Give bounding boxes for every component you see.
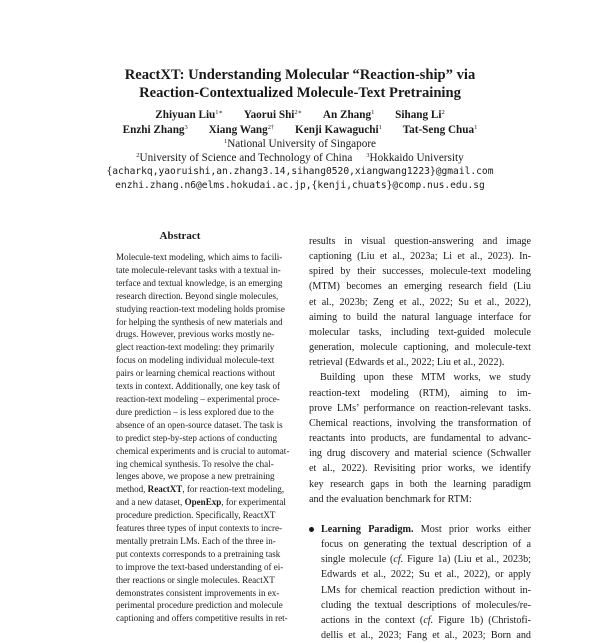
abstract-line: to predict step-by-step actions of conducting (116, 432, 278, 443)
paper-title (40, 66, 560, 102)
abstract-line: chemical experiments and is crucial to automat- (116, 445, 290, 456)
body-line: prove LMs’ performance on reaction-relevant tasks. (309, 402, 531, 414)
body-line: and the evaluation benchmark for RTM: (309, 493, 472, 505)
bullet-dot (309, 527, 314, 532)
abstract-line: mentally pretrain LMs. Each of the three in- (116, 535, 276, 546)
abstract-line: lenges above, we propose a new pretraining (116, 471, 275, 482)
abstract-line: ing chemical synthesis. To resolve the chal- (116, 458, 274, 469)
bullet-heading: Learning Paradigm. (321, 523, 414, 535)
abstract-line: put contexts corresponds to a pretraining task (116, 548, 281, 559)
email-line-1: {acharkq,yaoruishi,an.zhang3.14,sihang0520,xiangwang1223}@gmail.com (106, 166, 494, 177)
body-line: retrieval (Edwards et al., 2022; Liu et al., 2022). (309, 357, 505, 369)
body-line: generation, molecule captioning, and molecule-text (309, 342, 531, 354)
author: Kenji Kawaguchi$^1$ (295, 124, 382, 136)
body-line: Edwards et al., 2022; Su et al., 2022), or apply (321, 569, 531, 581)
abstract-line: to improve the text-based understanding of ei- (116, 561, 284, 572)
body-line: key research gaps in both the learning paradigm (309, 478, 531, 490)
body-line: captioning (Liu et al., 2023a; Li et al., 2023). In- (309, 251, 531, 263)
bullet-learning-paradigm (309, 522, 531, 643)
author-row-1 (40, 108, 560, 123)
reactxt-name: ReactXT (147, 484, 183, 495)
abstract-line: terface and textual knowledge, is an emerging (116, 277, 283, 288)
abstract-line: features three types of input contexts to incre- (116, 523, 283, 534)
affiliation-line-1: $^1$National University of Singapore (223, 138, 377, 150)
abstract-line: absence of an open-source dataset. The task is (116, 419, 283, 430)
abstract-heading: Abstract (159, 230, 201, 242)
abstract-line: ther reactions or single molecules. ReactXT (116, 574, 275, 585)
body-line: LMs for chemical reaction prediction without in- (321, 584, 531, 596)
body-line: spired by their successes, molecule-text modeling (309, 266, 531, 278)
body-line: actions in the context (cf. Figure 1b) (Christofi- (321, 614, 531, 626)
author: Enzhi Zhang$^3$ (122, 124, 188, 136)
paragraph-gap (309, 507, 531, 522)
author: Sihang Li$^2$ (395, 109, 445, 121)
abstract-line: Molecule-text modeling, which aims to facili- (116, 252, 283, 262)
abstract-line: perimental procedure prediction and molecule (116, 600, 283, 611)
author: Xiang Wang$^{2\dagger}$ (208, 124, 275, 136)
body-line: (MTM) becomes an emerging research field (Liu (309, 281, 531, 293)
body-line: results in visual question-answering and image (309, 236, 531, 247)
abstract-line: research direction. Beyond single molecules, (116, 290, 279, 301)
body-line: dellis et al., 2023; Fang et al., 2023; Born and (321, 630, 531, 642)
author: Yaorui Shi$^{2∗}$ (243, 109, 303, 121)
email-line-2: enzhi.zhang.n6@elms.hokudai.ac.jp,{kenji,chuats}@comp.nus.edu.sg (115, 180, 485, 191)
body-line: reaction-text modeling (RTM), aiming to im- (309, 387, 531, 399)
affiliation-line-2: $^2$University of Science and Technology of China $^3$Hokkaido University (136, 152, 464, 164)
author: Tat-Seng Chua$^1$ (402, 124, 478, 136)
abstract-line: drugs. However, previous works mostly ne- (116, 329, 275, 340)
abstract-line: and a new dataset, OpenExp, for experimental (116, 497, 286, 508)
author-row-2 (40, 123, 560, 138)
body-line: ing drug discovery and material science (Schwaller (309, 448, 531, 460)
abstract-line: demonstrates consistent improvements in ex- (116, 587, 280, 598)
abstract-line: procedure prediction. Specifically, ReactXT (116, 510, 276, 521)
abstract-body (116, 251, 290, 625)
abstract-line: reaction-text modeling – experimental proce- (116, 393, 280, 404)
abstract-line: dure prediction – is less explored due to the (116, 406, 274, 417)
body-line: et al., 2022). Revisiting prior works, we identify (309, 463, 531, 475)
author: Zhiyuan Liu$^{1∗}$ (155, 109, 223, 121)
body-line: molecular tasks, including text-guided molecule (309, 326, 531, 338)
abstract-line: method, ReactXT, for reaction-text modeling, (116, 484, 285, 495)
abstract-line: for helping the synthesis of new materials and (116, 316, 283, 327)
body-line: cluding the textual descriptions of molecules/re- (321, 599, 531, 611)
body-line: single molecule (cf. Figure 1a) (Liu et al., 2023b; (321, 554, 531, 566)
body-line: Learning Paradigm. Most prior works either (321, 523, 531, 535)
abstract-line: studying reaction-text modeling holds promise (116, 303, 285, 314)
abstract-line: captioning and offers competitive results in ret- (116, 613, 288, 624)
abstract-line: glect reaction-text modeling: they primarily (116, 342, 275, 353)
body-line: Chemical reactions, involving the transformation of (309, 417, 531, 429)
body-line: reactants into products, are fundamental to advanc- (309, 433, 531, 445)
body-line: focus on generating the textual description of a (321, 539, 531, 551)
abstract-line: texts in context. Additionally, one key task of (116, 381, 280, 392)
body-line: aiming to build the natural language interface for (309, 311, 531, 323)
title-line-2: Reaction-Contextualized Molecule-Text Pretraining (139, 85, 461, 101)
right-column (309, 234, 531, 643)
abstract-line: tate molecule-relevant tasks with a textual in- (116, 264, 281, 275)
abstract-line: pairs or learning chemical reactions without (116, 368, 276, 379)
openexp-name: OpenExp (184, 497, 222, 508)
title-line-1: ReactXT: Understanding Molecular “Reaction-ship” via (124, 67, 476, 83)
abstract-line: focus on modeling individual molecule-text (116, 355, 275, 366)
body-line: Building upon these MTM works, we study (320, 372, 531, 384)
author: An Zhang$^1$ (322, 109, 375, 121)
body-line: et al., 2023b; Zeng et al., 2022; Su et al., 2022), (309, 296, 531, 308)
